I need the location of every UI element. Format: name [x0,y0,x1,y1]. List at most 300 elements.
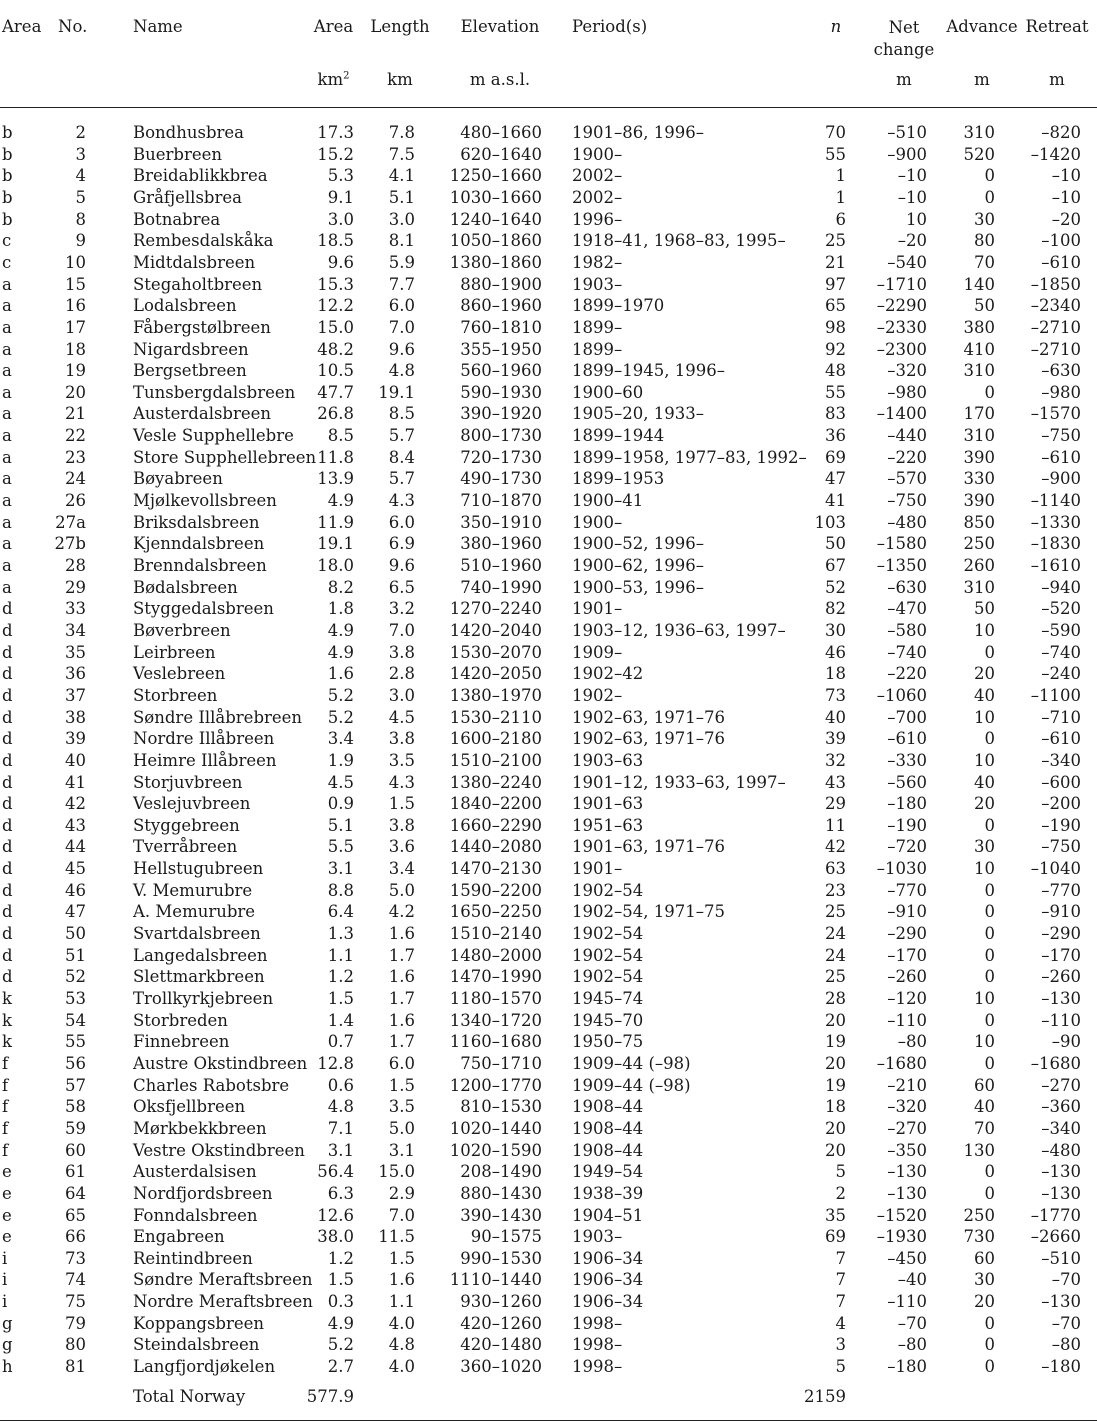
cell-n: 18 [825,1097,846,1117]
cell-length: 6.0 [388,296,415,316]
cell-advance: 0 [984,880,995,900]
cell-periods: 1905–20, 1933– [572,404,704,424]
cell-retreat: –90 [1051,1032,1081,1052]
cell-elevation: 810–1530 [460,1097,542,1117]
cell-net: –130 [887,1162,927,1182]
cell-length: 4.0 [388,1313,415,1333]
cell-area-code: a [2,469,12,489]
cell-length: 6.0 [388,512,415,532]
cell-area: 1.3 [327,924,354,944]
cell-periods: 1908–44 [572,1118,644,1138]
total-label: Total Norway [133,1387,246,1406]
cell-elevation: 208–1490 [460,1162,542,1182]
cell-name: Nigardsbreen [133,339,249,359]
cell-length: 1.7 [388,945,415,965]
cell-length: 2.8 [388,664,415,684]
cell-n: 83 [825,404,846,424]
cell-area: 12.6 [317,1205,354,1225]
cell-periods: 1998– [572,1313,623,1333]
cell-periods: 1899–1953 [572,469,665,489]
cell-elevation: 1840–2200 [449,794,542,814]
cell-retreat: –1420 [1030,144,1081,164]
cell-length: 5.9 [388,252,415,272]
cell-length: 5.7 [388,469,415,489]
cell-periods: 1909–44 (–98) [572,1075,691,1095]
cell-n: 69 [825,447,846,467]
cell-length: 1.5 [388,794,415,814]
cell-length: 2.9 [388,1183,415,1203]
cell-net: –560 [887,772,927,792]
cell-retreat: –1100 [1030,685,1081,705]
cell-area-code: c [2,231,12,251]
cell-no: 46 [65,880,86,900]
cell-length: 4.0 [388,1357,415,1377]
cell-area-code: d [2,837,13,857]
cell-area: 3.1 [327,1140,354,1160]
cell-retreat: –20 [1051,209,1081,229]
cell-n: 47 [825,469,846,489]
cell-periods: 1906–34 [572,1292,644,1312]
cell-advance: 60 [974,1248,995,1268]
cell-name: Austre Okstindbreen [133,1053,308,1073]
cell-n: 20 [825,1053,846,1073]
cell-no: 75 [65,1292,86,1312]
cell-area-code: g [2,1313,13,1333]
cell-advance: 310 [963,361,995,381]
cell-periods: 1902–54, 1971–75 [572,902,725,922]
header-periods: Period(s) [572,17,648,36]
cell-no: 45 [65,859,86,879]
cell-net: –190 [887,815,927,835]
cell-retreat: –1040 [1030,859,1081,879]
cell-retreat: –270 [1041,1075,1081,1095]
cell-n: 36 [825,426,846,446]
cell-length: 4.1 [388,166,415,186]
cell-net: –120 [887,989,927,1008]
cell-advance: 0 [984,967,995,987]
cell-name: Botnabrea [133,209,221,229]
cell-periods: 1902–54 [572,880,644,900]
cell-n: 20 [825,1118,846,1138]
cell-name: Styggedalsbreen [133,599,274,619]
cell-advance: 30 [974,837,995,857]
cell-periods: 1904–51 [572,1205,644,1225]
cell-n: 67 [825,556,846,575]
cell-n: 92 [825,339,846,359]
cell-length: 6.0 [388,1053,415,1073]
cell-net: –10 [897,187,927,207]
cell-no: 27a [55,512,86,532]
cell-length: 6.5 [388,577,415,597]
cell-net: –980 [887,382,927,402]
cell-no: 54 [65,1010,86,1030]
cell-name: Søndre Illåbrebreen [133,707,303,727]
cell-area-code: d [2,750,13,770]
cell-elevation: 760–1810 [460,317,542,337]
cell-area-code: a [2,382,12,402]
cell-advance: 0 [984,945,995,965]
cell-advance: 170 [963,404,995,424]
cell-area: 4.9 [327,1313,354,1333]
cell-n: 7 [835,1248,846,1268]
cell-name: Briksdalsbreen [133,512,260,532]
cell-name: Store Supphellebreen [133,447,317,467]
cell-area-code: b [2,144,13,164]
cell-periods: 1899–1944 [572,426,665,446]
cell-periods: 1902– [572,685,623,705]
cell-retreat: –740 [1041,642,1081,662]
cell-retreat: –130 [1041,1292,1081,1312]
cell-length: 4.8 [388,361,415,381]
cell-length: 15.0 [378,1162,415,1182]
cell-name: Leirbreen [133,642,216,662]
cell-no: 58 [65,1097,86,1117]
cell-no: 81 [65,1357,86,1377]
cell-net: –290 [887,924,927,944]
cell-no: 60 [65,1140,86,1160]
header-area-code: Area [2,17,42,36]
cell-area-code: f [2,1140,9,1160]
cell-elevation: 1510–2140 [449,924,542,944]
cell-net: –900 [887,144,927,164]
cell-elevation: 1590–2200 [449,880,542,900]
cell-elevation: 620–1640 [460,144,542,164]
cell-retreat: –100 [1041,231,1081,251]
cell-elevation: 1340–1720 [449,1010,542,1030]
cell-retreat: –590 [1041,620,1081,640]
cell-area-code: k [2,1010,12,1030]
cell-area: 3.0 [327,209,354,229]
cell-periods: 2002– [572,166,623,186]
cell-area: 5.3 [327,166,354,186]
cell-advance: 0 [984,1357,995,1377]
cell-periods: 1909–44 (–98) [572,1053,691,1073]
cell-name: Finnebreen [133,1032,230,1052]
cell-retreat: –900 [1041,469,1081,489]
cell-length: 3.6 [388,837,415,857]
cell-area: 0.9 [327,794,354,814]
cell-net: –270 [887,1118,927,1138]
cell-net: –750 [887,491,927,511]
cell-no: 57 [65,1075,86,1095]
cell-n: 20 [825,1010,846,1030]
unit-length: km [387,70,413,89]
cell-elevation: 800–1730 [460,426,542,446]
cell-periods: 1909– [572,642,623,662]
cell-no: 36 [65,664,86,684]
cell-retreat: –1570 [1030,404,1081,424]
cell-elevation: 740–1990 [460,577,542,597]
cell-net: –510 [887,123,927,142]
cell-periods: 1900– [572,144,623,164]
cell-name: Austerdalsbreen [133,404,272,424]
cell-no: 19 [65,361,86,381]
cell-advance: 310 [963,426,995,446]
cell-net: –610 [887,729,927,749]
cell-advance: 10 [974,750,995,770]
cell-name: Reintindbreen [133,1248,253,1268]
cell-net: –110 [887,1292,927,1312]
cell-no: 15 [65,274,86,294]
cell-advance: 0 [984,924,995,944]
cell-length: 1.6 [388,967,415,987]
cell-net: –1350 [876,556,927,575]
cell-length: 19.1 [378,382,415,402]
cell-area-code: b [2,209,13,229]
cell-name: Oksfjellbreen [133,1097,246,1117]
cell-length: 7.5 [388,144,415,164]
cell-net: –80 [897,1335,927,1355]
cell-area: 10.5 [317,361,354,381]
cell-no: 47 [65,902,86,922]
cell-length: 3.8 [388,729,415,749]
cell-retreat: –480 [1041,1140,1081,1160]
cell-area: 13.9 [317,469,354,489]
cell-elevation: 1020–1590 [449,1140,542,1160]
cell-net: –1030 [876,859,927,879]
cell-advance: 40 [974,685,995,705]
header-no: No. [58,17,88,36]
cell-area-code: d [2,642,13,662]
cell-periods: 1900– [572,512,623,532]
cell-n: 18 [825,664,846,684]
header-elevation: Elevation [460,17,540,36]
cell-area-code: d [2,967,13,987]
cell-net: –20 [897,231,927,251]
cell-area-code: d [2,794,13,814]
cell-n: 23 [825,880,846,900]
cell-area: 2.7 [327,1357,354,1377]
cell-elevation: 1420–2050 [449,664,542,684]
cell-name: Stegaholtbreen [133,274,263,294]
cell-name: Kjenndalsbreen [133,534,265,554]
cell-name: Tunsbergdalsbreen [133,382,296,402]
cell-area-code: b [2,187,13,207]
cell-area: 5.2 [327,707,354,727]
cell-length: 3.5 [388,750,415,770]
cell-n: 7 [835,1292,846,1312]
cell-advance: 10 [974,1032,995,1052]
cell-periods: 1998– [572,1335,623,1355]
cell-length: 7.0 [388,1205,415,1225]
cell-no: 55 [65,1032,86,1052]
cell-elevation: 1470–1990 [449,967,542,987]
cell-retreat: –70 [1051,1313,1081,1333]
cell-no: 20 [65,382,86,402]
cell-periods: 1945–74 [572,989,644,1008]
cell-area: 1.5 [327,989,354,1008]
cell-elevation: 1600–2180 [449,729,542,749]
cell-length: 3.2 [388,599,415,619]
cell-retreat: –600 [1041,772,1081,792]
cell-advance: 330 [963,469,995,489]
cell-elevation: 1480–2000 [449,945,542,965]
cell-net: –110 [887,1010,927,1030]
cell-no: 39 [65,729,86,749]
cell-area: 12.8 [317,1053,354,1073]
cell-retreat: –940 [1041,577,1081,597]
cell-area: 19.1 [317,534,354,554]
cell-net: –330 [887,750,927,770]
cell-name: Mørkbekkbreen [133,1118,267,1138]
cell-area-code: a [2,512,12,532]
cell-advance: 140 [963,274,995,294]
cell-advance: 50 [974,599,995,619]
cell-net: –130 [887,1183,927,1203]
cell-advance: 40 [974,1097,995,1117]
cell-area: 1.2 [327,1248,354,1268]
total-n: 2159 [804,1387,846,1406]
cell-n: 65 [825,296,846,316]
cell-name: Buerbreen [133,144,223,164]
cell-no: 2 [75,123,86,142]
cell-periods: 1900–60 [572,382,644,402]
cell-periods: 1902–42 [572,664,644,684]
cell-no: 33 [65,599,86,619]
cell-net: –540 [887,252,927,272]
cell-n: 70 [825,123,846,142]
cell-length: 9.6 [388,556,415,575]
cell-net: –570 [887,469,927,489]
cell-length: 1.6 [388,1010,415,1030]
cell-name: Bergsetbreen [133,361,247,381]
cell-elevation: 1050–1860 [449,231,542,251]
cell-area-code: e [2,1227,12,1247]
cell-no: 18 [65,339,86,359]
cell-area-code: a [2,404,12,424]
cell-n: 52 [825,577,846,597]
cell-area: 5.1 [327,815,354,835]
cell-periods: 1938–39 [572,1183,644,1203]
cell-area-code: d [2,880,13,900]
cell-advance: 310 [963,577,995,597]
cell-net: –2300 [876,339,927,359]
cell-length: 5.0 [388,880,415,900]
cell-net: –320 [887,361,927,381]
cell-length: 5.7 [388,426,415,446]
cell-n: 55 [825,144,846,164]
cell-net: –1580 [876,534,927,554]
cell-advance: 850 [963,512,995,532]
cell-net: –70 [897,1313,927,1333]
cell-periods: 1901– [572,859,623,879]
cell-name: Vestre Okstindbreen [133,1140,305,1160]
cell-advance: 260 [963,556,995,575]
cell-net: –470 [887,599,927,619]
cell-no: 29 [65,577,86,597]
cell-length: 1.5 [388,1075,415,1095]
cell-net: –1710 [876,274,927,294]
cell-n: 1 [835,187,846,207]
cell-length: 3.0 [388,209,415,229]
cell-area-code: a [2,296,12,316]
cell-area: 5.5 [327,837,354,857]
cell-name: Koppangsbreen [133,1313,265,1333]
cell-elevation: 1250–1660 [449,166,542,186]
cell-area: 18.0 [317,556,354,575]
cell-no: 35 [65,642,86,662]
cell-length: 11.5 [378,1227,415,1247]
cell-length: 1.6 [388,1270,415,1290]
cell-name: Bondhusbrea [133,123,245,142]
cell-elevation: 1030–1660 [449,187,542,207]
cell-n: 50 [825,534,846,554]
cell-no: 23 [65,447,86,467]
cell-length: 8.1 [388,231,415,251]
cell-elevation: 1380–1970 [449,685,542,705]
cell-periods: 1902–63, 1971–76 [572,707,725,727]
cell-area-code: k [2,989,12,1008]
cell-n: 1 [835,166,846,186]
cell-net: 10 [906,209,927,229]
cell-elevation: 1200–1770 [449,1075,542,1095]
cell-area-code: d [2,859,13,879]
cell-area-code: c [2,252,12,272]
cell-length: 8.4 [388,447,415,467]
cell-area-code: a [2,577,12,597]
cell-elevation: 720–1730 [460,447,542,467]
cell-n: 30 [825,620,846,640]
cell-area: 9.6 [327,252,354,272]
cell-no: 44 [65,837,86,857]
cell-retreat: –820 [1041,123,1081,142]
cell-area: 5.2 [327,1335,354,1355]
cell-retreat: –240 [1041,664,1081,684]
cell-retreat: –10 [1051,166,1081,186]
cell-no: 50 [65,924,86,944]
cell-advance: 0 [984,1183,995,1203]
cell-area-code: a [2,426,12,446]
total-area: 577.9 [306,1387,354,1406]
cell-n: 25 [825,231,846,251]
cell-net: –630 [887,577,927,597]
cell-elevation: 510–1960 [460,556,542,575]
cell-area-code: d [2,707,13,727]
cell-periods: 1902–54 [572,924,644,944]
cell-no: 40 [65,750,86,770]
cell-no: 38 [65,707,86,727]
cell-net: –260 [887,967,927,987]
cell-name: Storbreen [133,685,218,705]
cell-area: 9.1 [327,187,354,207]
cell-area-code: d [2,729,13,749]
cell-name: Trollkyrkjebreen [133,989,274,1008]
cell-net: –910 [887,902,927,922]
cell-advance: 30 [974,209,995,229]
cell-area-code: d [2,902,13,922]
cell-net: –440 [887,426,927,446]
cell-advance: 0 [984,382,995,402]
cell-name: Vesle Supphellebre [133,426,294,446]
cell-area-code: a [2,339,12,359]
cell-retreat: –1610 [1030,556,1081,575]
cell-elevation: 880–1430 [460,1183,542,1203]
cell-n: 55 [825,382,846,402]
cell-net: –1060 [876,685,927,705]
cell-periods: 1903–12, 1936–63, 1997– [572,620,786,640]
cell-advance: 310 [963,123,995,142]
cell-no: 27b [54,534,86,554]
cell-length: 9.6 [388,339,415,359]
cell-no: 56 [65,1053,86,1073]
cell-name: Fonndalsbreen [133,1205,258,1225]
unit-area: $km^2$ [317,70,350,89]
cell-name: Heimre Illåbreen [133,750,277,770]
bottom-rule [0,1420,1097,1421]
cell-n: 20 [825,1140,846,1160]
cell-area: 8.8 [327,880,354,900]
cell-length: 1.7 [388,989,415,1008]
